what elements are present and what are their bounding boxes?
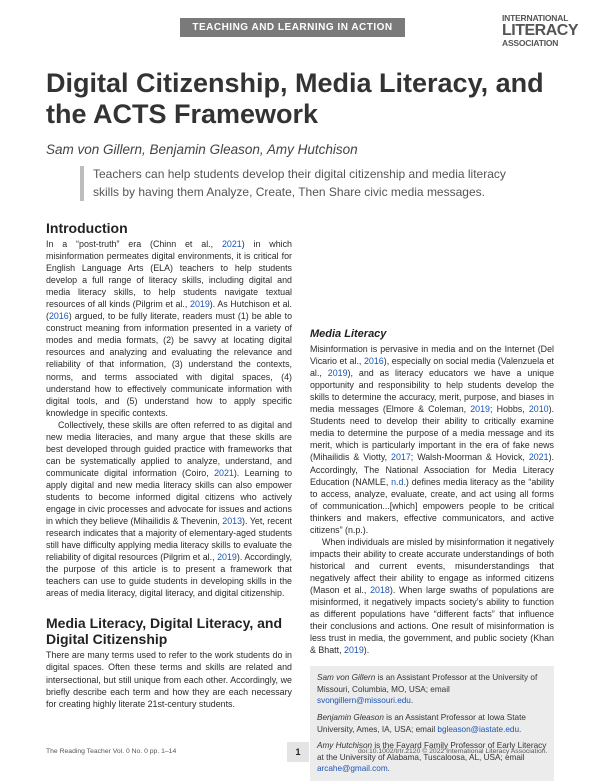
citation-link[interactable]: 2021 xyxy=(528,452,549,463)
author-bios xyxy=(310,666,554,781)
email-link[interactable]: arcahe@gmail.com xyxy=(317,764,388,774)
section-banner: TEACHING AND LEARNING IN ACTION xyxy=(180,18,405,37)
article-abstract: Teachers can help students develop their digital citizenship and media literacy skills by having them Analyze, Create, Then Share civic media messages. xyxy=(80,166,533,201)
media-paragraph-1: Misinformation is pervasive in media and on the Internet (Del Vicario et al., 2016), especially on social media (Valenzuela et al., 2019), and as literacy educators we have a unique opportunity and responsibility to help students develop the skills to determine the accuracy, merit, purpose, and biases in media messages (Elmore & Coleman, 2019; Hobbs, 2010). Students need to develop their ability to critically examine media to determine the purpose of a media message and its merit, which is particularly important in the era of fake news (Mihailidis & Viotty, 2017; Walsh-Moorman & Hovick, 2021). Accordingly, The National Association for Media Literacy Education (NAMLE, n.d.) defines media literacy as the “ability to access, analyze, evaluate, create, and act using all forms of communication...[which] empowers people to be critical thinkers and makers, effective communicators, and active citizens” (n.p.). xyxy=(310,344,555,535)
article-title: Digital Citizenship, Media Literacy, and the ACTS Framework xyxy=(46,68,544,129)
email-link[interactable]: bgleason@iastate.edu xyxy=(437,724,520,734)
citation-link[interactable]: 2017 xyxy=(391,452,411,463)
author-bio: Sam von Gillern is an Assistant Professor at the University of Missouri, Columbia, MO, USA; email svongillern@missouri.edu. xyxy=(317,673,538,706)
intro-heading: Introduction xyxy=(46,220,128,236)
media-paragraph-2: When individuals are misled by misinformation it negatively impacts their ability to create accurate understandings of both historical and current events, misunderstandings that negatively affect their ability to engage as informed citizens (Mason et al., 2018). When large swaths of populations are misinformed, it negatively impacts society’s ability to function as different populations have “different facts” that influence their conclusions and actions. One result of misinformation is less trust in media, the government, and public society (Khan & Bhatt, 2019). xyxy=(310,536,554,656)
logo-line-3: ASSOCIATION xyxy=(502,37,559,48)
citation-link[interactable]: 2019 xyxy=(470,404,490,415)
logo-line-1: INTERNATIONAL xyxy=(502,13,569,23)
citation-link[interactable]: 2013 xyxy=(222,516,243,527)
doi-footer: doi:10.1002/trtr.2120 © 2022 International Literacy Association. xyxy=(358,748,548,755)
article-authors: Sam von Gillern, Benjamin Gleason, Amy Hutchison xyxy=(46,142,358,157)
citation-link[interactable]: 2016 xyxy=(48,311,69,322)
citation-link[interactable]: 2021 xyxy=(221,239,242,249)
citation-link[interactable]: 2021 xyxy=(214,467,234,478)
logo-line-2: LITERACY xyxy=(502,21,578,39)
citation-link[interactable]: 2019 xyxy=(217,552,237,563)
citation-link[interactable]: n.d. xyxy=(391,476,406,487)
media-literacy-heading: Media Literacy xyxy=(310,328,387,340)
author-bio: Amy Hutchison is the Fayard Family Professor of Early Literacy at the University of Alabama, Tuscaloosa, AL, USA; email arcahe@gmail.com. xyxy=(317,741,547,774)
section2-paragraph: There are many terms used to refer to the work students do in digital spaces. Often these terms and skills are related and intersectional, but still unique from each other. Accordingly, we briefly describe each term and how they are each necessary for creating highly literate 21st-century students. xyxy=(46,650,292,709)
citation-link[interactable]: 2010 xyxy=(528,404,549,415)
citation-link[interactable]: 2016 xyxy=(363,356,384,367)
ila-logo xyxy=(502,14,582,47)
section2-heading: Media Literacy, Digital Literacy, and Digital Citizenship xyxy=(46,615,282,648)
author-bio: Benjamin Gleason is an Assistant Professor at Iowa State University, Ames, IA, USA; email bgleason@iastate.edu. xyxy=(317,713,526,734)
intro-paragraph-2: Collectively, these skills are often referred to as digital and new media literacies, and many argue that these skills are best developed through guided practice with frameworks that can be systematically applied to analyze, understand, and communicate digital information (Coiro, 2021). Learning to apply digital and new media literacy skills can also empower students to become informed digital citizens who actively engage in civic processes and advocate for issues and actions in which they believe (Mihailidis & Thevenin, 2013). Yet, recent research indicates that a majority of elementary-aged students still have difficulty applying media literacy skills to evaluate the reliability of digital resources (Pilgrim et al., 2019). Accordingly, the purpose of this article is to present a framework that teachers can use to guide students in developing skills in the areas of media literacy, digital literacy, and digital citizenship. xyxy=(46,419,292,599)
journal-footer: The Reading Teacher Vol. 0 No. 0 pp. 1–14 xyxy=(46,748,177,755)
left-column xyxy=(46,220,292,710)
right-column xyxy=(310,220,554,781)
intro-paragraph-1: In a “post-truth” era (Chinn et al., 2021) in which misinformation permeates digital environments, it is critical for English Language Arts (ELA) teachers to help students develop a full range of literacy skills, including digital and media literacy skills, to help students navigate textual resources of all kinds (Pilgrim et al., 2019). As Hutchison et al. (2016) argued, to be fully literate, readers must (1) be able to construct meaning from information presented in a variety of modes and media formats, (2) be savvy at locating digital resources and analyzing and evaluating the relevance and reliability of that information, (3) understand the contexts, norms, and terms associated with digital spaces, (4) understand how to effectively communicate information with digital tools, and (5) understand how to apply specific knowledge in specific contexts. xyxy=(46,239,292,418)
citation-link[interactable]: 2019 xyxy=(190,299,210,310)
citation-link[interactable]: 2019 xyxy=(327,368,348,379)
citation-link[interactable]: 2019 xyxy=(344,645,364,656)
email-link[interactable]: svongillern@missouri.edu xyxy=(317,696,411,706)
page-number: 1 xyxy=(287,742,309,762)
citation-link[interactable]: 2018 xyxy=(370,584,390,595)
